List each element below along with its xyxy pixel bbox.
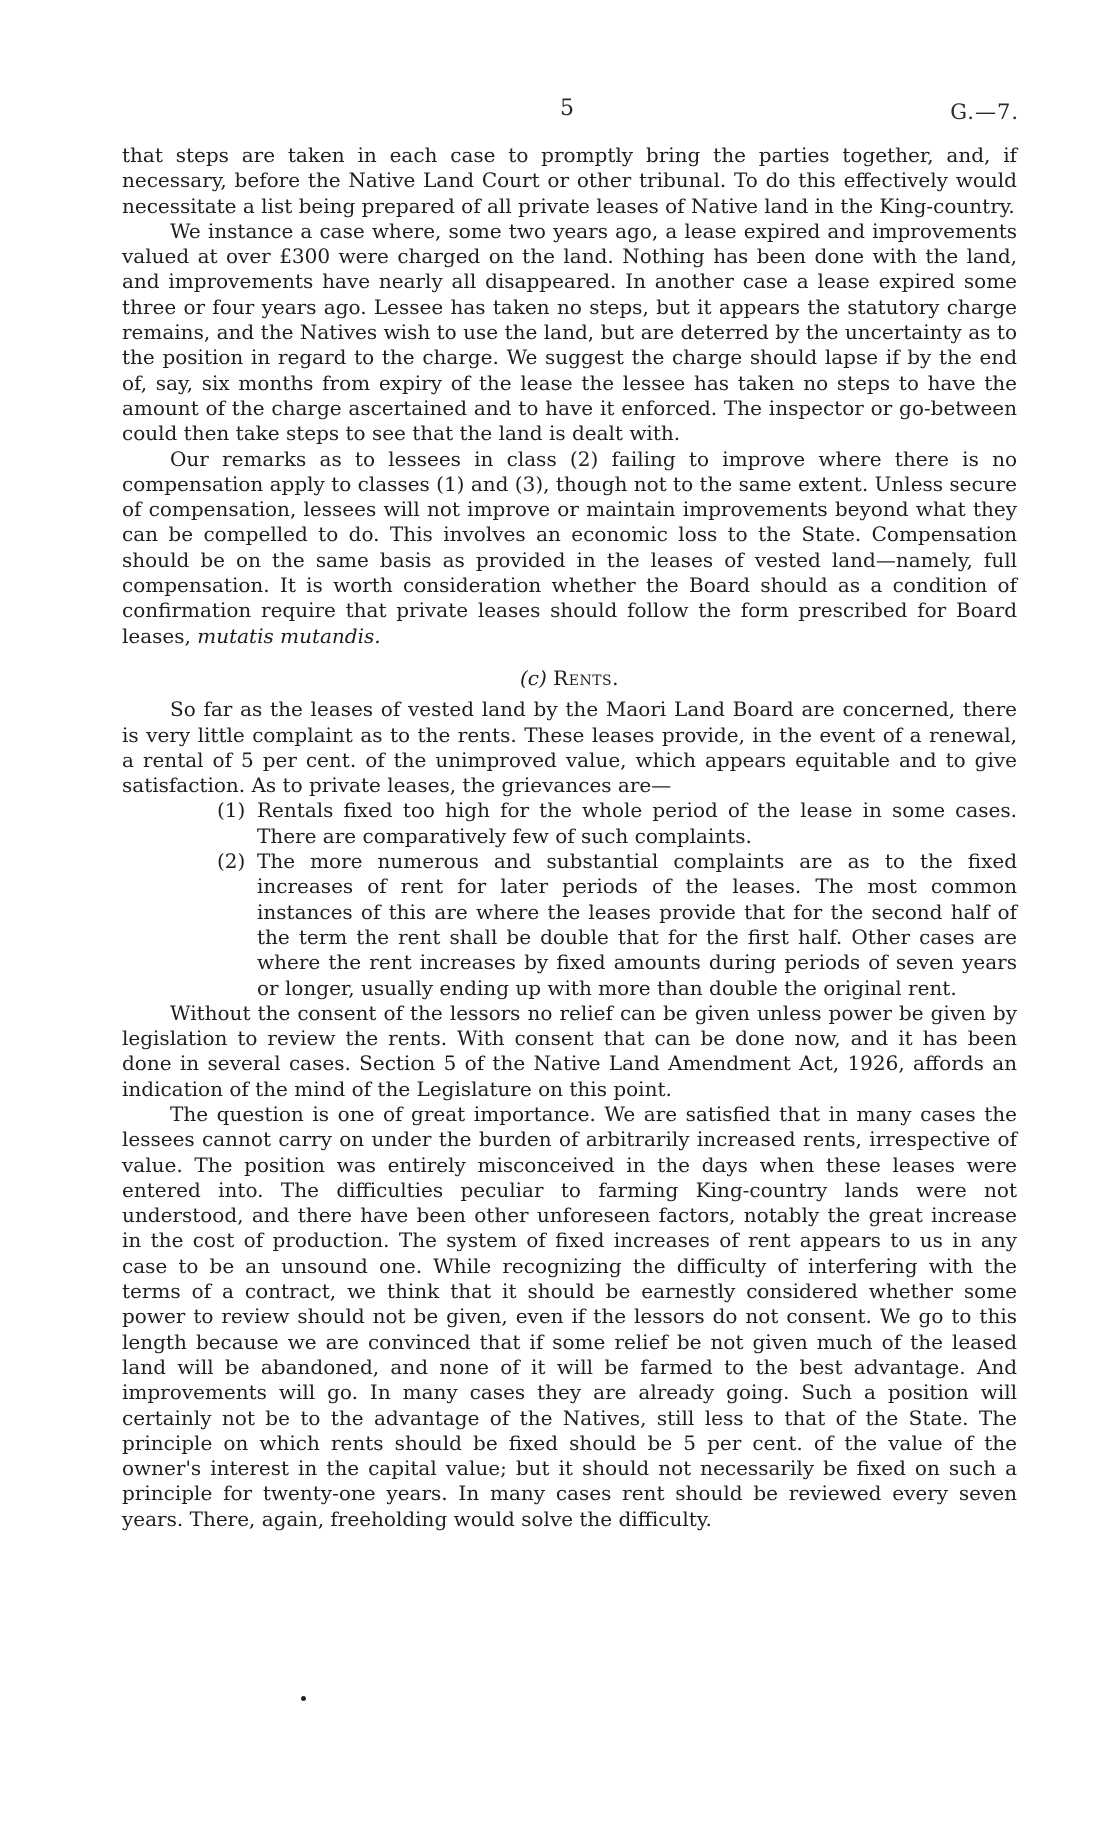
document-reference: G.—7. [950,100,1019,124]
paragraph-legislation: Without the consent of the lessors no relief can be given unless power be given by legislation to review the rents. With consent that can be done now, and it has been done in several cases. Section 5 of the Native Land Amendment Act, 1926, affords an indication of the mind of the Legislature on this point. [122,1000,1017,1101]
section-heading-title: Rents. [553,665,619,690]
list-item [217,798,1017,849]
list-item-text: Rentals fixed too high for the whole period of the lease in some cases. There are comparatively few of such complaints. [257,798,1017,848]
paragraph-instance-case: We instance a case where, some two years ago, a lease expired and improvements valued at over £300 were charged on the land. Nothing has been done with the land, and improvements have nearly all disappeared. In another case a lease expired some three or four years ago. Lessee has taken no steps, but it appears the statutory charge remains, and the Natives wish to use the land, but are deterred by the uncertainty as to the position in regard to the charge. We suggest the charge should lapse if by the end of, say, six months from expiry of the lease the lessee has taken no steps to have the amount of the charge ascertained and to have it enforced. The inspector or go-between could then take steps to see that the land is dealt with. [122,218,1017,446]
list-item-number: (2) [217,849,246,874]
list-item-text: The more numerous and substantial complaints are as to the fixed increases of rent for later periods of the leases. The most common instances of this are where the leases provide that for the second half of the term the rent shall be double that for the first half. Other cases are where the rent increases by fixed amounts during periods of seven years or longer, usually ending up with more than double the original rent. [257,849,1017,1000]
paragraph-importance: The question is one of great importance. We are satisfied that in many cases the lessees cannot carry on under the burden of arbitrarily increased rents, irrespective of value. The position was entirely misconceived in the days when these leases were entered into. The difficulties peculiar to farming King-country lands were not understood, and there have been other unforeseen factors, notably the great increase in the cost of production. The system of fixed increases of rent appears to us in any case to be an unsound one. While recognizing the difficulty of interfering with the terms of a contract, we think that it should be earnestly considered whether some power to review should not be given, even if the lessors do not consent. We go to this length because we are convinced that if some relief be not given much of the leased land will be abandoned, and none of it will be farmed to the best advantage. And improvements will go. In many cases they are already going. Such a position will certainly not be to the advantage of the Natives, still less to that of the State. The principle on which rents should be fixed should be 5 per cent. of the value of the owner's interest in the capital value; but it should not necessarily be fixed on such a principle for twenty-one years. In many cases rent should be reviewed every seven years. There, again, freeholding would solve the difficulty. [122,1101,1017,1531]
list-item-number: (1) [217,798,246,823]
ink-speck [301,1696,306,1701]
paragraph-compensation-text: Our remarks as to lessees in class (2) failing to improve where there is no compensation apply to classes (1) and (3), though not to the same extent. Unless secure of compensation, lessees will not improve or maintain improvements beyond what they can be compelled to do. This involves an economic loss to the State. Compensation should be on the same basis as provided in the leases of vested land—namely, full compensation. It is worth consideration whether the Board should as a condition of confirmation require that private leases should follow the form prescribed for Board leases, [122,446,1017,648]
body-text [122,143,1017,1532]
paragraph-compensation [122,447,1017,649]
paragraph-rents-intro: So far as the leases of vested land by the Maori Land Board are concerned, there is very little complaint as to the rents. These leases provide, in the event of a renewal, a rental of 5 per cent. of the unimproved value, which appears equitable and to give satisfaction. As to private leases, the grievances are— [122,697,1017,798]
list-item [217,849,1017,1001]
italic-latin-phrase: mutatis mutandis. [197,623,381,648]
section-heading-rents [122,666,1017,691]
section-heading-prefix: (c) [520,665,547,690]
paragraph-continued: that steps are taken in each case to promptly bring the parties together, and, if necessary, before the Native Land Court or other tribunal. To do this effectively would necessitate a list being prepared of all private leases of Native land in the King-country. [122,143,1017,218]
page-number: 5 [560,96,574,121]
